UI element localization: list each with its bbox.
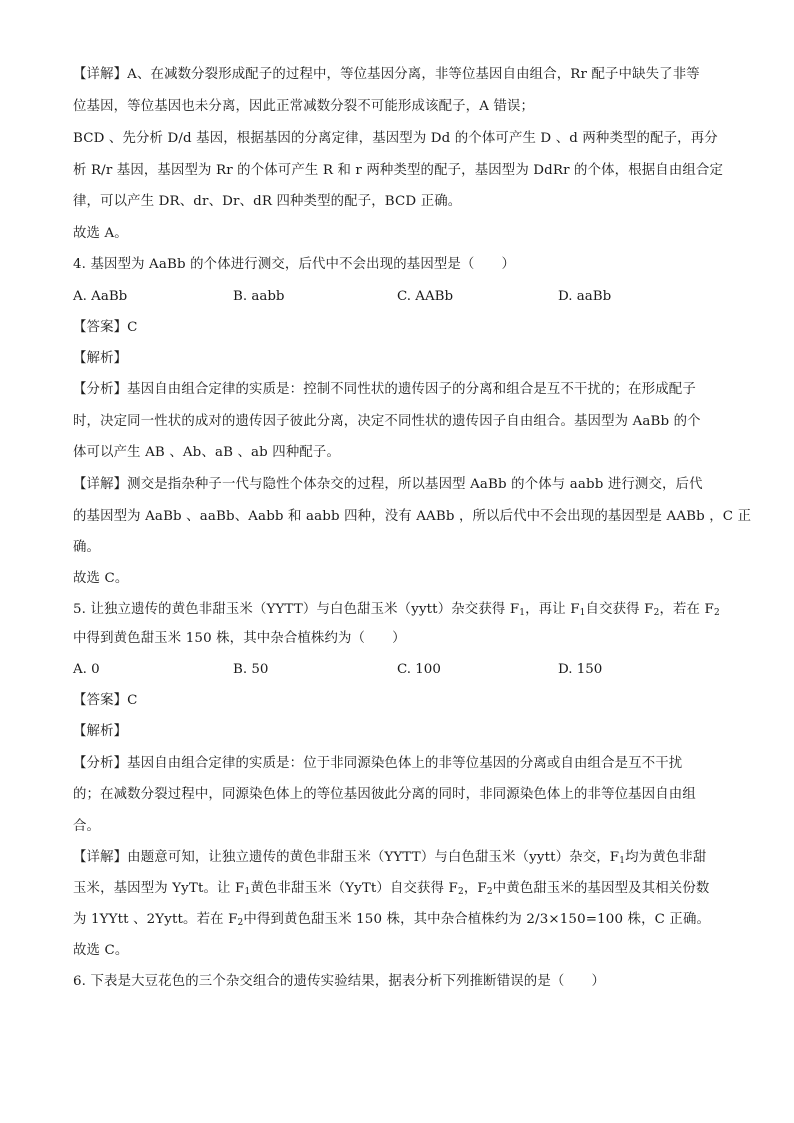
- q5-analysis-line-3: 合。: [73, 819, 101, 834]
- q3-choice: 故选 A。: [73, 226, 128, 241]
- q4-option-a: A. AaBb: [73, 289, 128, 304]
- q3-detail-line-2: 位基因，等位基因也未分离，因此正常减数分裂不可能形成该配子，A 错误；: [73, 99, 535, 114]
- q5-option-c: C. 100: [397, 662, 441, 677]
- q4-option-d: D. aaBb: [558, 289, 612, 304]
- q5-option-a: A. 0: [73, 662, 100, 677]
- q5-analysis-line-1: 【分析】基因自由组合定律的实质是：位于非同源染色体上的非等位基因的分离或自由组合是互不干扰: [73, 756, 683, 771]
- q5-detail-line-3: 为 1YYtt 、2Yytt。若在 $F_2$中得到黄色甜玉米 150 株，其中杂合植株约为 2/3×150=100 株，C 正确。: [73, 912, 711, 928]
- q3-detail-line-1: 【详解】A、在减数分裂形成配子的过程中，等位基因分离，非等位基因自由组合，Rr 配子中缺失了非等: [73, 67, 700, 82]
- q5-answer: 【答案】C: [73, 693, 138, 708]
- q5-detail-line-1: 【详解】由题意可知，让独立遗传的黄色非甜玉米（YYTT）与白色甜玉米（yytt）杂交，$F_1$均为黄色非甜: [73, 850, 707, 866]
- q4-stem: 4. 基因型为 AaBb 的个体进行测交，后代中不会出现的基因型是（ ）: [73, 257, 516, 272]
- q5-option-d: D. 150: [558, 662, 603, 677]
- q5-option-b: B. 50: [233, 662, 269, 677]
- q4-detail-line-3: 确。: [73, 540, 101, 555]
- q5-analysis-heading: 【解析】: [73, 724, 128, 739]
- q5-stem-line-1: 5. 让独立遗传的黄色非甜玉米（YYTT）与白色甜玉米（yytt）杂交获得 $F_1$，再让 $F_1$自交获得 $F_2$，若在 $F_2$: [73, 602, 720, 618]
- q4-analysis-heading: 【解析】: [73, 351, 128, 366]
- q4-detail-line-2: 的基因型为 AaBb 、aaBb、Aabb 和 aabb 四种，没有 AABb ，所以后代中不会出现的基因型是 AABb ，C 正: [73, 509, 752, 524]
- q3-detail-line-5: 律，可以产生 DR、dr、Dr、dR 四种类型的配子，BCD 正确。: [73, 194, 462, 209]
- q4-option-b: B. aabb: [233, 289, 285, 304]
- q4-analysis-line-1: 【分析】基因自由组合定律的实质是：控制不同性状的遗传因子的分离和组合是互不干扰的；在形成配子: [73, 382, 696, 397]
- q4-choice: 故选 C。: [73, 571, 129, 586]
- q4-analysis-line-3: 体可以产生 AB 、Ab、aB 、ab 四种配子。: [73, 445, 340, 460]
- q4-option-c: C. AABb: [397, 289, 454, 304]
- q4-answer: 【答案】C: [73, 320, 138, 335]
- q4-detail-line-1: 【详解】测交是指杂种子一代与隐性个体杂交的过程，所以基因型 AaBb 的个体与 aabb 进行测交，后代: [73, 477, 703, 492]
- q6-stem: 6. 下表是大豆花色的三个杂交组合的遗传实验结果，据表分析下列推断错误的是（ ）: [73, 974, 606, 989]
- q5-choice: 故选 C。: [73, 943, 129, 958]
- q5-analysis-line-2: 的；在减数分裂过程中，同源染色体上的等位基因彼此分离的同时，非同源染色体上的非等位基因自由组: [73, 787, 696, 802]
- q3-detail-line-4: 析 R/r 基因，基因型为 Rr 的个体可产生 R 和 r 两种类型的配子，基因型为 DdRr 的个体，根据自由组合定: [73, 163, 724, 178]
- q5-detail-line-2: 玉米，基因型为 YyTt。让 $F_1$黄色非甜玉米（YyTt）自交获得 $F_2$，$F_2$中黄色甜玉米的基因型及其相关份数: [73, 881, 710, 897]
- q5-stem-line-2: 中得到黄色甜玉米 150 株，其中杂合植株约为（ ）: [73, 631, 406, 646]
- q3-detail-line-3: BCD 、先分析 D/d 基因，根据基因的分离定律，基因型为 Dd 的个体可产生 D 、d 两种类型的配子，再分: [73, 131, 718, 146]
- q4-analysis-line-2: 时，决定同一性状的成对的遗传因子彼此分离，决定不同性状的遗传因子自由组合。基因型为 AaBb 的个: [73, 414, 701, 429]
